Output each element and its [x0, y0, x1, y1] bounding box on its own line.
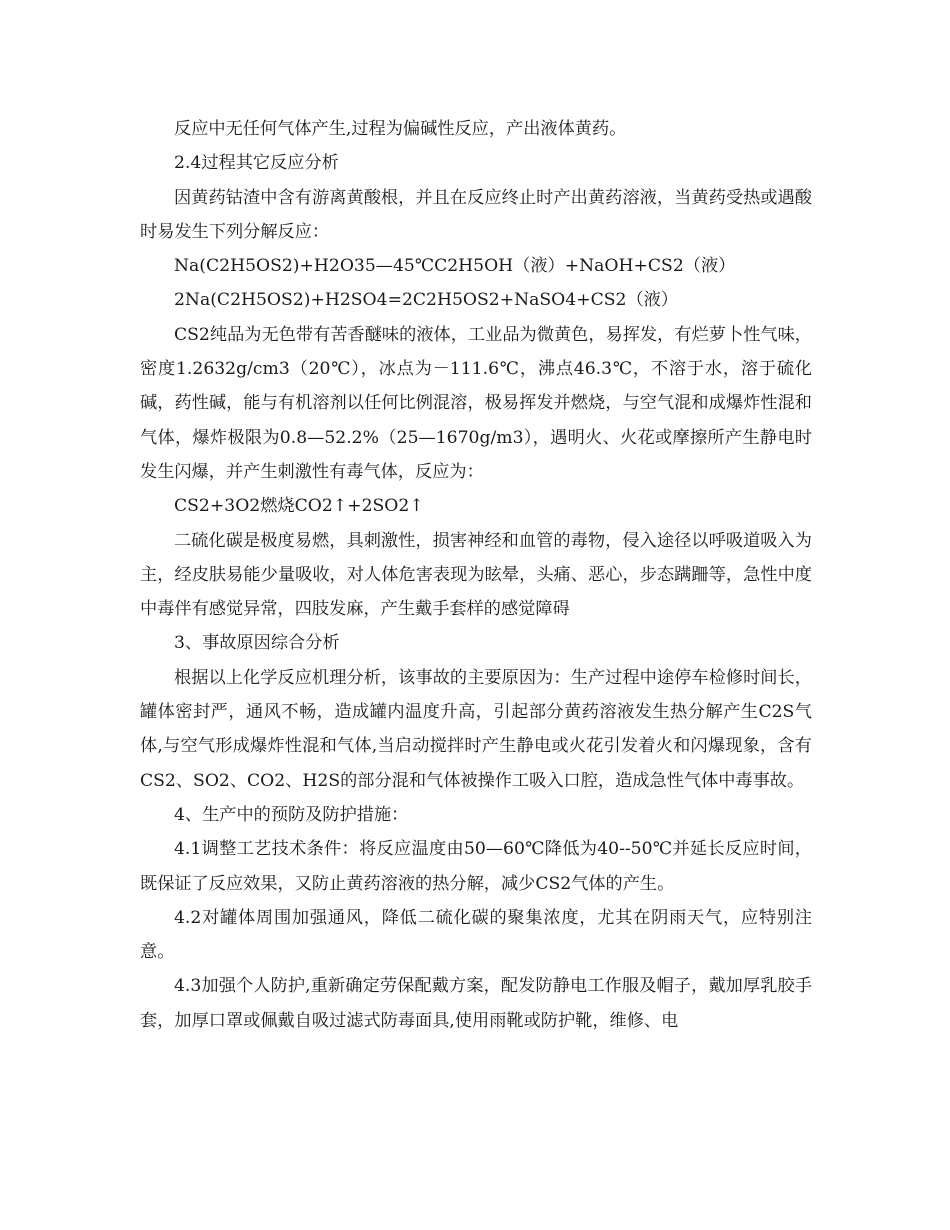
paragraph-measure-4-3: 4.3加强个人防护,重新确定劳保配戴方案，配发防静电工作服及帽子，戴加厚乳胶手套，加厚口罩或佩戴自吸过滤式防毒面具,使用雨靴或防护靴，维修、电	[140, 976, 812, 1031]
paragraph-cs2-properties: CS2纯品为无色带有苦香醚味的液体，工业品为微黄色，易挥发，有烂萝卜性气味，密度1.2632g/cm3（20℃），冰点为－111.6℃，沸点46.3℃，不溶于水，溶于硫化碱，药性碱，能与有机溶剂以任何比例混溶，极易挥发并燃烧，与空气混和成爆炸性混和气体，爆炸极限为0.8—52.2%（25—1670g/m3），遇明火、火花或摩擦所产生静电时发生闪爆，并产生刺激性有毒气体，反应为：	[140, 324, 812, 482]
section-heading-4: 4、生产中的预防及防护措施：	[174, 804, 409, 825]
paragraph-cs2-toxicity: 二硫化碳是极度易燃，具刺激性，损害神经和血管的毒物，侵入途径以呼吸道吸入为主，经皮肤易能少量吸收，对人体危害表现为眩晕，头痛、恶心，步态蹒跚等，急性中度中毒伴有感觉异常，四肢发麻，产生戴手套样的感觉障碍	[140, 530, 812, 620]
paragraph-reaction-summary: 反应中无任何气体产生,过程为偏碱性反应，产出液体黄药。	[174, 119, 627, 139]
document-body	[140, 112, 812, 1038]
paragraph-decomposition-intro: 因黄药钴渣中含有游离黄酸根，并且在反应终止时产出黄药溶液，当黄药受热或遇酸时易发生下列分解反应：	[140, 187, 812, 242]
section-heading-2-4: 2.4过程其它反应分析	[174, 153, 339, 174]
section-heading-3: 3、事故原因综合分析	[174, 633, 340, 654]
paragraph-cause-analysis: 根据以上化学反应机理分析，该事故的主要原因为：生产过程中途停车检修时间长，罐体密封严，通风不畅，造成罐内温度升高，引起部分黄药溶液发生热分解产生C2S气体,与空气形成爆炸性混和气体,当启动搅拌时产生静电或火花引发着火和闪爆现象，含有CS2、SO2、CO2、H2S的部分混和气体被操作工吸入口腔，造成急性气体中毒事故。	[140, 667, 812, 791]
equation-acid-decomposition: 2Na(C2H5OS2)+H2SO4=2C2H5OS2+NaSO4+CS2（液）	[174, 290, 679, 311]
equation-combustion: CS2+3O2燃烧CO2↑+2SO2↑	[174, 496, 424, 517]
equation-hydrolysis: Na(C2H5OS2)+H2O35—45℃C2H5OH（液）+NaOH+CS2（液）	[174, 256, 736, 277]
paragraph-measure-4-2: 4.2对罐体周围加强通风，降低二硫化碳的聚集浓度，尤其在阴雨天气，应特别注意。	[140, 907, 812, 963]
paragraph-measure-4-1: 4.1调整工艺技术条件：将反应温度由50—60℃降低为40--50℃并延长反应时间，既保证了反应效果，又防止黄药溶液的热分解，减少CS2气体的产生。	[140, 839, 812, 894]
